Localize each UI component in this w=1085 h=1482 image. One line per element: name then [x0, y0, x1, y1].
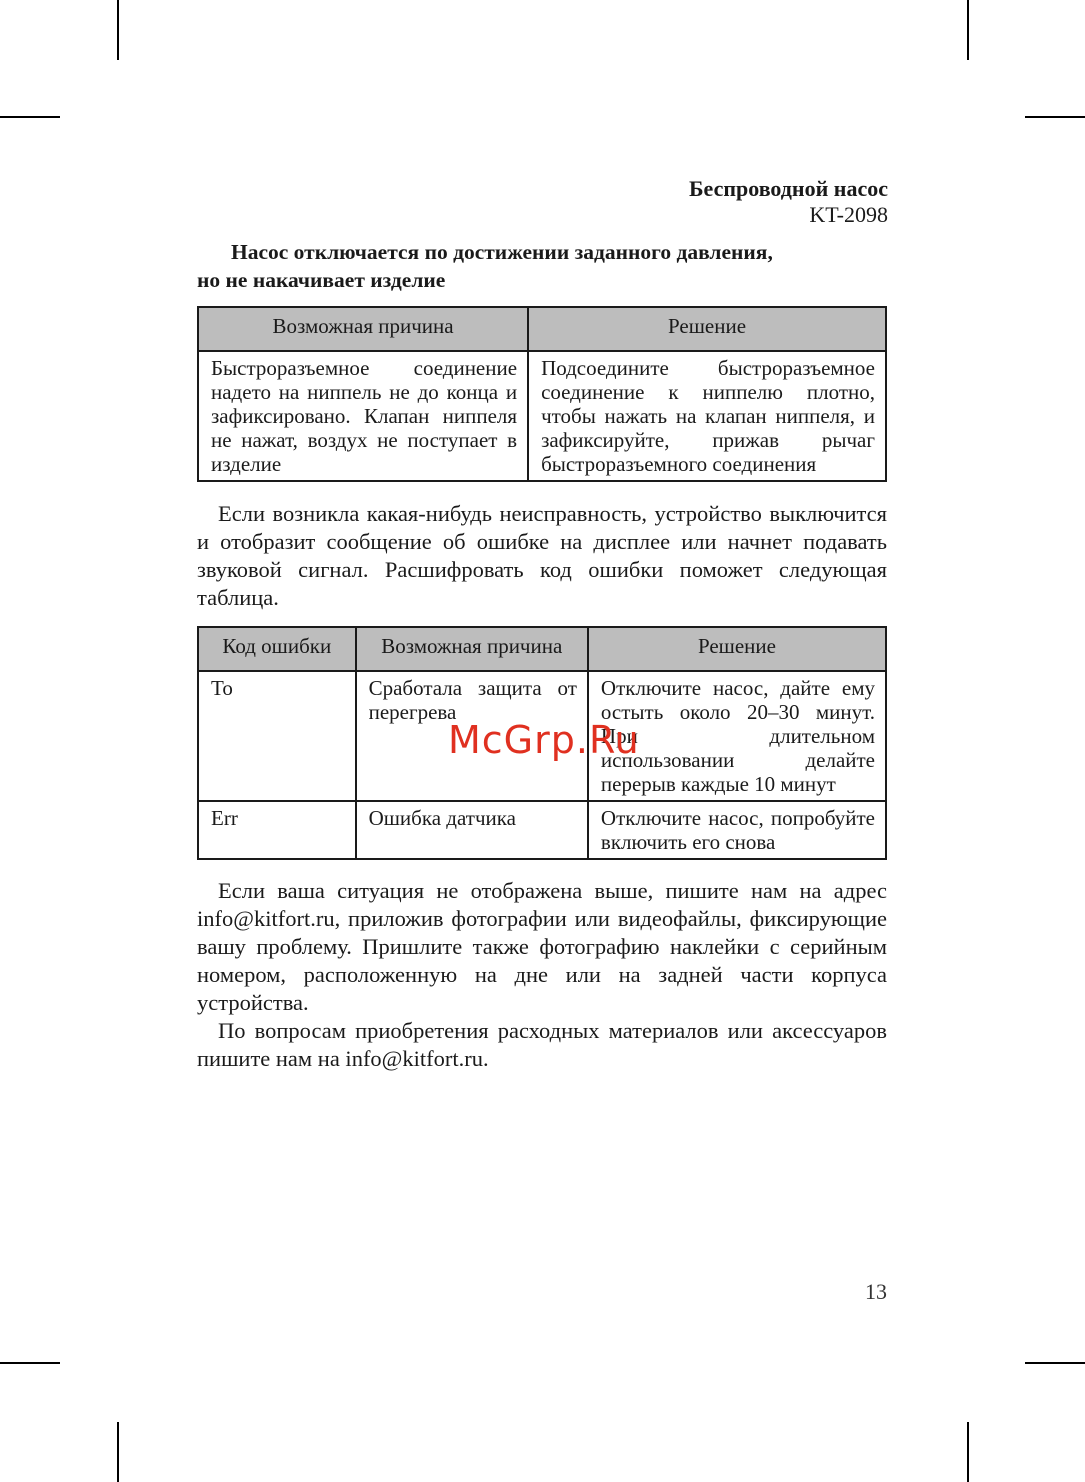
troubleshooting-table [197, 306, 887, 482]
column-header: Решение [588, 627, 886, 671]
crop-mark [117, 1422, 119, 1482]
column-header: Возможная причина [198, 307, 528, 351]
error-code-cell: Err [198, 801, 356, 859]
page-header [689, 176, 888, 228]
crop-mark [1025, 116, 1085, 118]
crop-mark [1025, 1362, 1085, 1364]
crop-mark [967, 1422, 969, 1482]
table-cell: Ошибка датчика [356, 801, 588, 859]
product-name: Беспроводной насос [689, 176, 888, 201]
table-row [198, 801, 886, 859]
watermark: McGrp.Ru [448, 718, 640, 762]
column-header: Код ошибки [198, 627, 356, 671]
table-cell: Отключите насос, дайте ему остыть около 20–30 минут. При длительном использовании делайте перерыв каждые 10 минут [588, 671, 886, 801]
section-title [197, 238, 887, 294]
table-cell: Быстроразъемное соединение надето на ниппель не до конца и зафиксировано. Клапан ниппеля не нажат, воздух не поступает в изделие [198, 351, 528, 481]
section-title-line1: Насос отключается по достижении заданного давления, [231, 240, 773, 264]
error-code-cell: To [198, 671, 356, 801]
column-header: Возможная причина [356, 627, 588, 671]
table-cell: Отключите насос, попробуйте включить его снова [588, 801, 886, 859]
table-row [198, 351, 886, 481]
contact-paragraph: Если ваша ситуация не отображена выше, пишите нам на адрес info@kitfort.ru, приложив фотографии или видеофайлы, фиксирующие вашу проблему. Пришлите также фотографию наклейки с серийным номером, расположенную на дне или на задней части корпуса устройства. [197, 878, 887, 1015]
table-header-row [198, 307, 886, 351]
table-header-row [198, 627, 886, 671]
section-title-line2: но не накачивает изделие [197, 268, 446, 292]
error-intro-paragraph: Если возникла какая-нибудь неисправность, устройство выключится и отобразит сообщение об ошибке на дисплее или начнет подавать звуковой сигнал. Расшифровать код ошибки поможет следующая таблица. [197, 501, 887, 610]
crop-mark [967, 0, 969, 60]
product-model: KT-2098 [809, 202, 888, 227]
table-cell: Подсоедините быстроразъемное соединение к ниппелю плотно, чтобы нажать на клапан ниппеля, и зафиксируйте, прижав рычаг быстроразъемного соединения [528, 351, 886, 481]
table-cell: Сработала защита от перегрева [356, 671, 588, 801]
crop-mark [0, 116, 60, 118]
accessories-paragraph: По вопросам приобретения расходных материалов или аксессуаров пишите нам на info@kitfort.ru. [197, 1018, 887, 1071]
crop-mark [0, 1362, 60, 1364]
column-header: Решение [528, 307, 886, 351]
page-number: 13 [865, 1279, 887, 1304]
crop-mark [117, 0, 119, 60]
